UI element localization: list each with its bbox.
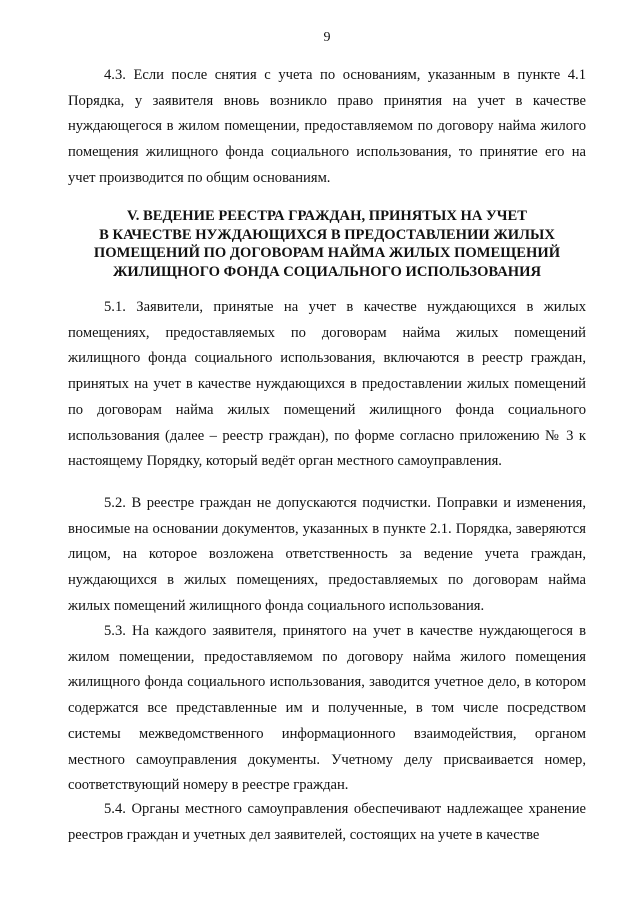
- section-heading-line: В КАЧЕСТВЕ НУЖДАЮЩИХСЯ В ПРЕДОСТАВЛЕНИИ ЖИЛЫХ: [99, 226, 555, 243]
- paragraph-5-2: 5.2. В реестре граждан не допускаются подчистки. Поправки и изменения, вносимые на основании документов, указанных в пункте 2.1. Порядка, заверяются лицом, на которое возложена ответственность за ведение учета граждан, нуждающихся в жилых помещениях, предоставляемых по договорам найма жилых помещений жилищного фонда социального использования.: [68, 495, 586, 614]
- paragraph-5-1: 5.1. Заявители, принятые на учет в качестве нуждающихся в жилых помещениях, предоставляемых по договорам найма жилых помещений жилищного фонда социального использования, включаются в реестр граждан, принятых на учет в качестве нуждающихся в предоставлении жилых помещений по договорам найма жилых помещений жилищного фонда социального использования (далее – реестр граждан), по форме согласно приложению № 3 к настоящему Порядку, который ведёт орган местного самоуправления.: [68, 299, 586, 470]
- paragraph-5-4: 5.4. Органы местного самоуправления обеспечивают надлежащее хранение реестров граждан и учетных дел заявителей, состоящих на учете в качестве: [68, 801, 586, 843]
- section-heading-line: ЖИЛИЩНОГО ФОНДА СОЦИАЛЬНОГО ИСПОЛЬЗОВАНИЯ: [112, 263, 542, 280]
- page-number: 9: [323, 30, 331, 45]
- paragraph-4-3: 4.3. Если после снятия с учета по основаниям, указанным в пункте 4.1 Порядка, у заявителя вновь возникло право принятия на учет в качестве нуждающегося в жилом помещении, предоставляемом по договору найма жилого помещения жилищного фонда социального использования, то принятие его на учет производится по общим основаниям.: [68, 67, 586, 186]
- section-v-heading: [68, 207, 586, 281]
- section-heading-line: V. ВЕДЕНИЕ РЕЕСТРА ГРАЖДАН, ПРИНЯТЫХ НА УЧЕТ: [127, 208, 527, 224]
- section-heading-line: ПОМЕЩЕНИЙ ПО ДОГОВОРАМ НАЙМА ЖИЛЫХ ПОМЕЩЕНИЙ: [93, 245, 561, 261]
- document-page: [68, 0, 586, 905]
- paragraph-5-3: 5.3. На каждого заявителя, принятого на учет в качестве нуждающегося в жилом помещении, предоставляемом по договору найма жилого помещения жилищного фонда социального использования, заводится учетное дело, в котором содержатся все представленные им и полученные, в том числе посредством системы межведомственного информационного взаимодействия, органом местного самоуправления документы. Учетному делу присваивается номер, соответствующий номеру в реестре граждан.: [68, 623, 586, 794]
